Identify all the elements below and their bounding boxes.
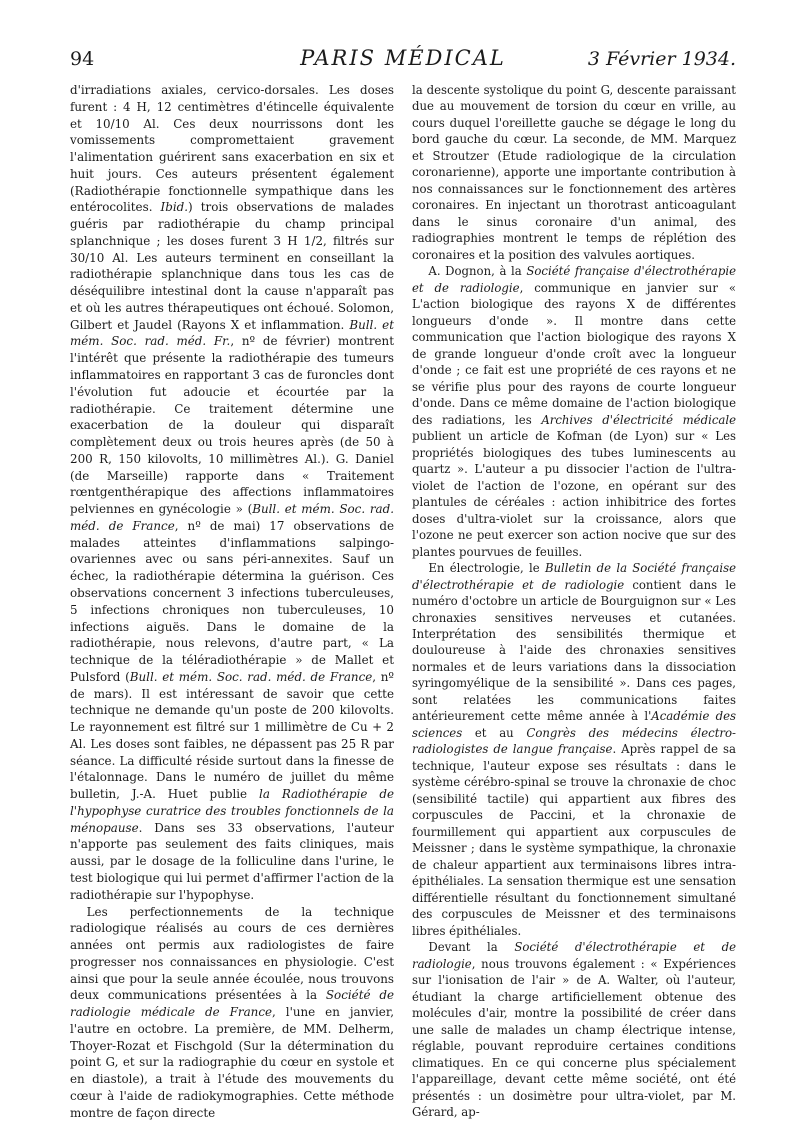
page-number: 94 [70,48,95,70]
right-column [412,82,736,1121]
journal-title: PARIS MÉDICAL [300,46,506,70]
paragraph: Les perfectionnements de la technique radiologique réalisés au cours de ces dernières années ont permis aux radiologistes de faire progresser nos connaissances en physiologie. C'est ainsi que pour la seule année écoulée, nous trouvons deux communications présentées à la Société de radiologie médicale de France, l'une en janvier, l'autre en octobre. La première, de MM. Delherm, Thoyer-Rozat et Fischgold (Sur la détermination du point G, et sur la radiographie du cœur en systole et en diastole), a trait à l'étude des mouvements du cœur à l'aide de radiokymographies. Cette méthode montre de façon directe [70,904,394,1120]
paragraph: Devant la Société d'électrothérapie et de radiologie, nous trouvons également : « Expériences sur l'ionisation de l'air » de A. Walter, où l'auteur, étudiant la charge artificiellement obtenue des molécules d'air, montre la possibilité de créer dans une salle de malades un champ électrique intense, réglable, pouvant reproduire certaines conditions climatiques. En ce qui concerne plus spécialement l'appareillage, devant cette même société, ont été présentés : un dosimètre pour ultra-violet, par M. Gérard, ap- [412,940,737,1120]
page-header [70,44,736,74]
paragraph: d'irradiations axiales, cervico-dorsales. Les doses furent : 4 H, 12 centimètres d'étincelle équivalente et 10/10 Al. Ces deux nourrissons dont les vomissements compromettaient gravement l'alimentation guérirent sans exacerbation en six et huit jours. Ces auteurs présentent également (Radiothérapie fonctionnelle sympathique dans les entérocolites. Ibid.) trois observations de malades guéris par radiothérapie du champ principal splanchnique ; les doses furent 3 H 1/2, filtrés sur 30/10 Al. Les auteurs terminent en conseillant la radiothérapie splanchnique dans tous les cas de déséquilibre intestinal dont la cause n'apparaît pas et où les autres thérapeutiques ont échoué. Solomon, Gilbert et Jaudel (Rayons X et inflammation. Bull. et mém. Soc. rad. méd. Fr., nº de février) montrent l'intérêt que présente la radiothérapie des tumeurs inflammatoires en rapportant 3 cas de furoncles dont l'évolution fut adoucie et écourtée par la radiothérapie. Ce traitement détermine une exacerbation de la douleur qui disparaît complètement deux ou trois heures après (de 50 à 200 R, 150 kilovolts, 10 millimètres Al.). G. Daniel (de Marseille) rapporte dans « Traitement rœntgenthérapique des affections inflammatoires pelviennes en gynécologie » (Bull. et mém. Soc. rad. méd. de France, nº de mai) 17 observations de malades atteintes d'inflammations salpingo-ovariennes avec ou sans péri-annexites. Sauf un échec, la radiothérapie détermina la guérison. Ces observations concernent 3 infections tuberculeuses, 5 infections chroniques non tuberculeuses, 10 infections aiguës. Dans le domaine de la radiothérapie, nous relevons, d'autre part, « La technique de la téléradiothérapie » de Mallet et Pulsford (Bull. et mém. Soc. rad. méd. de France, nº de mars). Il est intéressant de savoir que cette technique ne demande qu'un poste de 200 kilovolts. Le rayonnement est filtré sur 1 millimètre de Cu + 2 Al. Les doses sont faibles, ne dépassent pas 25 R par séance. La difficulté réside surtout dans la finesse de l'étalonnage. Dans le numéro de juillet du même bulletin, J.-A. Huet publie la Radiothérapie de l'hypophyse curatrice des troubles fonctionnels de la ménopause. Dans ses 33 observations, l'auteur n'apporte pas seulement des faits cliniques, mais aussi, par le dosage de la folliculine dans l'urine, le test biologique qui lui permet d'affirmer l'action de la radiothérapie sur l'hypophyse. [70,83,395,902]
paragraph: En électrologie, le Bulletin de la Société française d'électrothérapie et de radiologie contient dans le numéro d'octobre un article de Bourguignon sur « Les chronaxies sensitives nerveuses et cutanées. Interprétation des sensibilités thermique et douloureuse à l'aide des chronaxies sensitives normales et de leurs variations dans la dissociation syringomyélique de la sensibilité ». Dans ces pages, sont relatées les communications faites antérieurement cette même année à l'Académie des sciences et au Congrès des médecins électro-radiologistes de langue française. Après rappel de sa technique, l'auteur expose ses résultats : dans le système cérébro-spinal se trouve la chronaxie de choc (sensibilité tactile) qui appartient aux fibres des corpuscules de Paccini, et la chronaxie de fourmillement qui appartient aux corpuscules de Meissner ; dans le système sympathique, la chronaxie de chaleur appartient aux terminaisons libres intra-épithéliales. La sensation thermique est une sensation différentielle résultant du fonctionnement simultané des corpuscules de Meissner et des terminaisons libres épithéliales. [412,561,736,938]
issue-date: 3 Février 1934. [587,48,736,70]
left-column [70,82,394,1121]
paragraph: A. Dognon, à la Société française d'électrothérapie et de radiologie, communique en janvier sur « L'action biologique des rayons X de différentes longueurs d'onde ». Il montre dans cette communication que l'action biologique des rayons X de grande longueur d'onde croît avec la longueur d'onde ; ce fait est une propriété de ces rayons et ne se vérifie plus pour des rayons de courte longueur d'onde. Dans ce même domaine de l'action biologique des radiations, les Archives d'électricité médicale publient un article de Kofman (de Lyon) sur « Les propriétés biologiques des tubes luminescents au quartz ». L'auteur a pu dissocier l'action de l'ultra-violet de l'action de l'ozone, en opérant sur des plantules de céréales : action inhibitrice des fortes doses d'ultra-violet sur la croissance, alors que l'ozone ne peut exercer son action nocive que sur des plantes pourvues de feuilles. [412,264,737,559]
paragraph: la descente systolique du point G, descente paraissant due au mouvement de torsion du cœur en vrille, au cours duquel l'oreillette gauche se dégage le long du bord gauche du cœur. La seconde, de MM. Marquez et Stroutzer (Etude radiologique de la circulation coronarienne), apporte une importante contribution à nos connaissances sur le fonctionnement des artères coronaires. En injectant un thorotrast anticoagulant dans le sinus coronaire d'un animal, des radiographies montrent le temps de réplétion des coronaires et la position des valvules aortiques. [412,83,736,262]
